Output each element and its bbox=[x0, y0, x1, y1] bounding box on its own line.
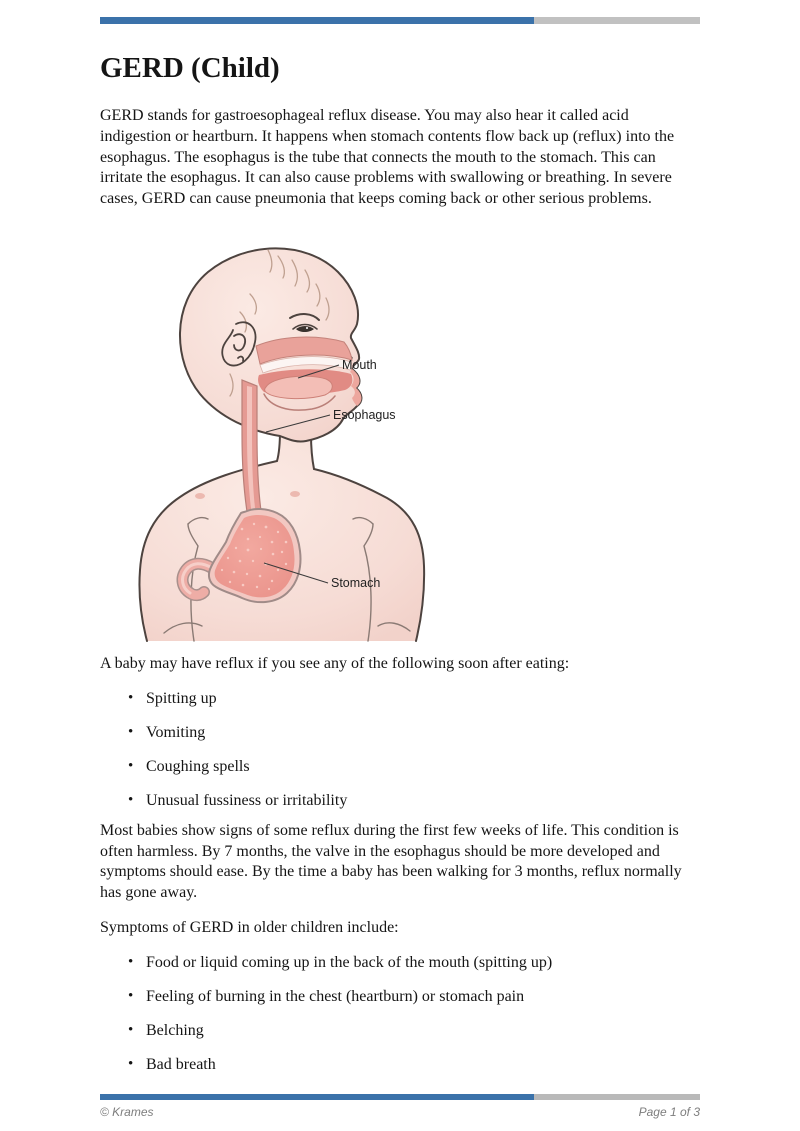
list-item-text: Bad breath bbox=[146, 1055, 216, 1073]
top-rule-bar bbox=[100, 17, 700, 24]
footer-rule-blue-segment bbox=[100, 1094, 534, 1100]
page-indicator: Page 1 of 3 bbox=[638, 1105, 700, 1119]
bullet-glyph: • bbox=[128, 953, 134, 970]
course-paragraph: Most babies show signs of some reflux during the first few weeks of life. This condition is often harmless. By 7 months, the valve in the esophagus should be more developed and symptoms should ease. By the time a baby has been walking for 3 months, reflux normally has gone away. bbox=[100, 821, 682, 902]
page-footer bbox=[100, 1094, 700, 1119]
esophagus-label: Esophagus bbox=[333, 407, 396, 422]
anatomy-illustration bbox=[130, 234, 430, 644]
list-item-text: Vomiting bbox=[146, 723, 206, 741]
right-nipple bbox=[290, 491, 300, 497]
list-item bbox=[100, 953, 700, 973]
bullet-glyph: • bbox=[128, 1021, 134, 1038]
bullet-glyph: • bbox=[128, 757, 134, 774]
list-item-text: Spitting up bbox=[146, 689, 217, 707]
mouth-label: Mouth bbox=[342, 357, 377, 372]
stomach-label: Stomach bbox=[331, 575, 381, 590]
older-children-symptoms-list bbox=[100, 953, 700, 1075]
list-item-text: Food or liquid coming up in the back of the mouth (spitting up) bbox=[146, 953, 553, 971]
list-item bbox=[100, 689, 700, 709]
page-title: GERD (Child) bbox=[100, 52, 280, 84]
older-children-intro-paragraph: Symptoms of GERD in older children include: bbox=[100, 918, 399, 936]
bullet-glyph: • bbox=[128, 689, 134, 706]
copyright-text: © Krames bbox=[100, 1105, 154, 1119]
list-item bbox=[100, 723, 700, 743]
reflux-intro-paragraph: A baby may have reflux if you see any of the following soon after eating: bbox=[100, 654, 570, 672]
list-item bbox=[100, 1055, 700, 1075]
list-item-text: Unusual fussiness or irritability bbox=[146, 791, 348, 809]
top-rule-blue-segment bbox=[100, 17, 534, 24]
list-item-text: Feeling of burning in the chest (heartburn) or stomach pain bbox=[146, 987, 525, 1005]
left-nipple bbox=[195, 493, 205, 499]
footer-rule-bar bbox=[100, 1094, 700, 1100]
footer-rule-gray-segment bbox=[534, 1094, 700, 1100]
list-item-text: Coughing spells bbox=[146, 757, 250, 775]
list-item bbox=[100, 987, 700, 1007]
list-item bbox=[100, 791, 700, 811]
list-item-text: Belching bbox=[146, 1021, 204, 1039]
top-rule-gray-segment bbox=[534, 17, 700, 24]
list-item bbox=[100, 757, 700, 777]
intro-paragraph: GERD stands for gastroesophageal reflux disease. You may also hear it called acid indigestion or heartburn. It happens when stomach contents flow back up (reflux) into the esophagus. The esophagus is the tube that connects the mouth to the stomach. This can irritate the esophagus. It can also cause problems with swallowing or breathing. In severe cases, GERD can cause pneumonia that keeps coming back or other serious problems. bbox=[100, 107, 675, 208]
child-gerd-anatomy-figure bbox=[130, 234, 430, 644]
reflux-signs-list bbox=[100, 689, 700, 811]
bullet-glyph: • bbox=[128, 791, 134, 808]
bullet-glyph: • bbox=[128, 1055, 134, 1072]
bullet-glyph: • bbox=[128, 987, 134, 1004]
bullet-glyph: • bbox=[128, 723, 134, 740]
list-item bbox=[100, 1021, 700, 1041]
